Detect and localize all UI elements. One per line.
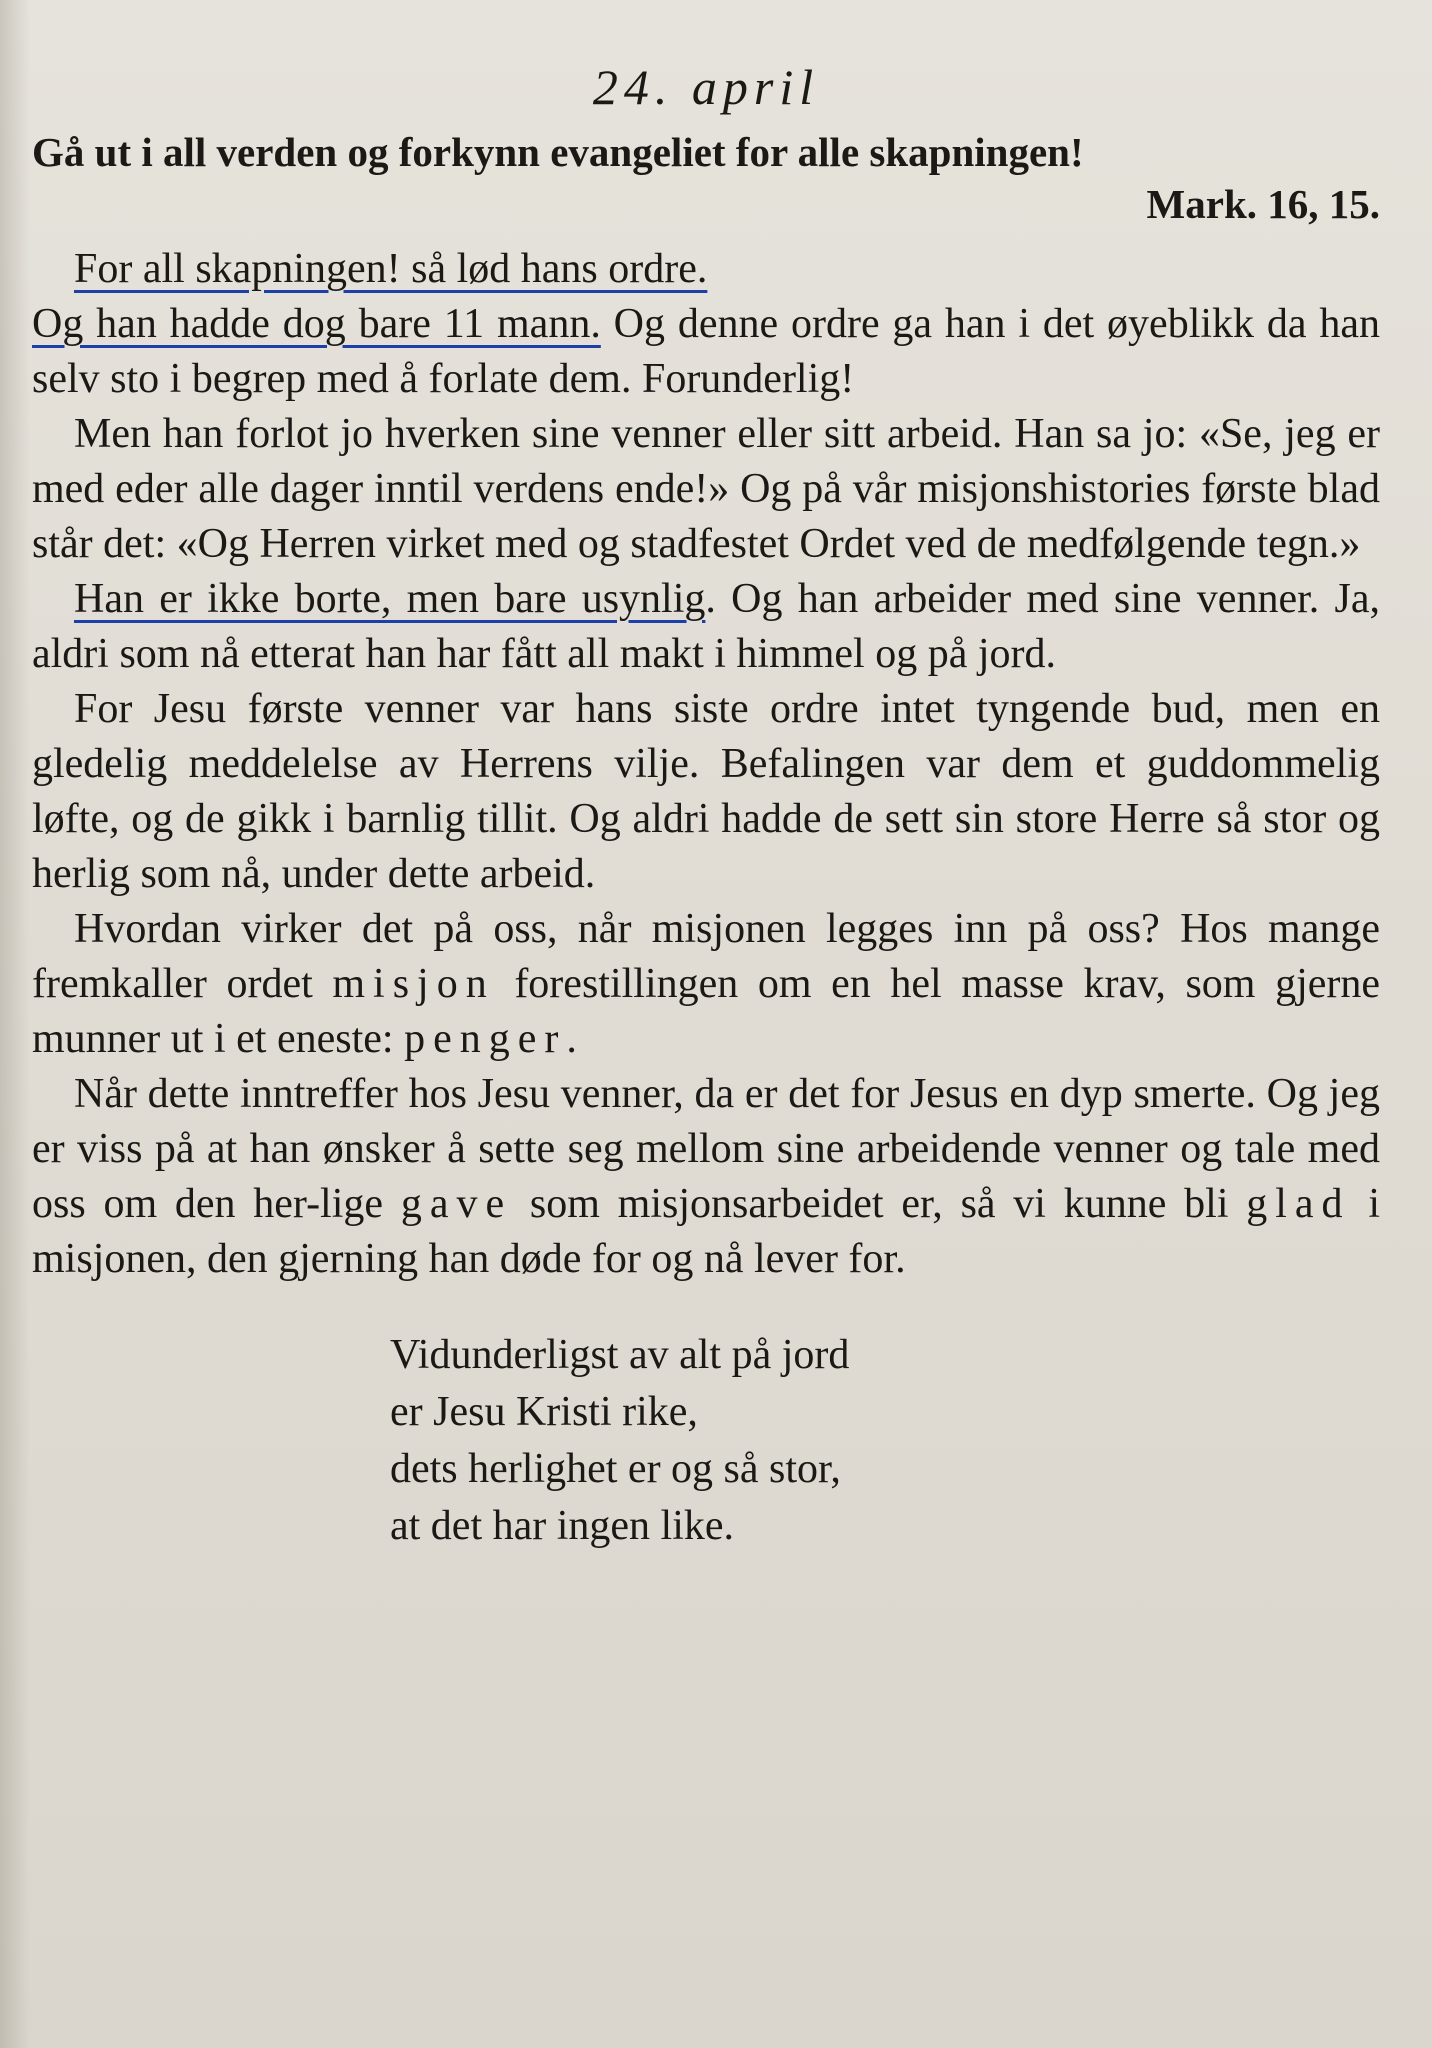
poem-line: dets herlighet er og så stor, — [390, 1446, 841, 1492]
paragraph-text: Og denne ordre ga han i det øyeblikk da han selv sto i begrep med å forlate dem. Forunderlig! — [32, 301, 1380, 402]
emphasized-word: gave — [400, 1181, 513, 1227]
paragraph-text: . Og han arbeider med sine venner. Ja, aldri som nå etterat han har fått all makt i himmel og på jord. — [32, 576, 1380, 677]
paragraph-text: som misjonsarbeidet er, så vi kunne bli — [512, 1181, 1247, 1227]
paragraph-4: For Jesu første venner var hans siste ordre intet tyngende bud, men en gledelig meddelelse av Herrens vilje. Befalingen var dem et guddommelig løfte, og de gikk i barnlig tillit. Og aldri hadde de sett sin store Herre så stor og herlig som nå, under dette arbeid. — [32, 686, 1380, 897]
poem-line: er Jesu Kristi rike, — [390, 1389, 698, 1435]
emphasized-word: misjon — [332, 961, 495, 1007]
paragraph-5 — [32, 902, 1380, 1067]
verse-reference: Mark. 16, 15. — [1146, 181, 1380, 227]
page-content — [32, 52, 1380, 1555]
date-heading: 24. april — [592, 59, 820, 115]
emphasized-word: penger — [404, 1016, 567, 1062]
page-gutter-shadow — [0, 0, 30, 2048]
paragraph-6 — [32, 1067, 1380, 1287]
underlined-text: For all skapningen! så lød hans ordre. — [74, 246, 708, 292]
poem-line: at det har ingen like. — [390, 1503, 735, 1549]
poem-line: Vidunderligst av alt på jord — [390, 1332, 850, 1378]
underlined-text: Han er ikke borte, men bare usynlig — [74, 576, 706, 622]
paragraph-text: Når dette inntreffer hos Jesu venner, da er det for Jesus en dyp smerte. Og jeg er viss på at han ønsker å sette seg mellom sine arbeidende venner og tale med oss om den her-lige — [32, 1071, 1380, 1227]
paragraph-text: Hvordan virker det på oss, når misjonen legges inn på oss? Hos mange fremkaller ordet — [32, 906, 1380, 1007]
emphasized-word: glad — [1246, 1181, 1351, 1227]
underlined-text: Og han hadde dog bare 11 mann. — [32, 301, 601, 347]
paragraph-text: i misjonen, den gjerning han døde for og nå lever for. — [32, 1181, 1380, 1282]
poem-stanza — [390, 1327, 1380, 1555]
bible-verse: Gå ut i all verden og forkynn evangeliet for alle skapningen! — [32, 129, 1084, 175]
paragraph-text: forestillingen om en hel masse krav, som gjerne munner ut i et eneste: — [32, 961, 1381, 1062]
paragraph-1 — [32, 242, 1380, 407]
paragraph-2: Men han forlot jo hverken sine venner eller sitt arbeid. Han sa jo: «Se, jeg er med eder alle dager inntil verdens ende!» Og på vår misjonshistories første blad står det: «Og Herren virket med og stadfestet Ordet ved de medfølgende tegn.» — [32, 411, 1380, 567]
paragraph-3 — [32, 572, 1380, 682]
paragraph-text: . — [566, 1016, 577, 1062]
